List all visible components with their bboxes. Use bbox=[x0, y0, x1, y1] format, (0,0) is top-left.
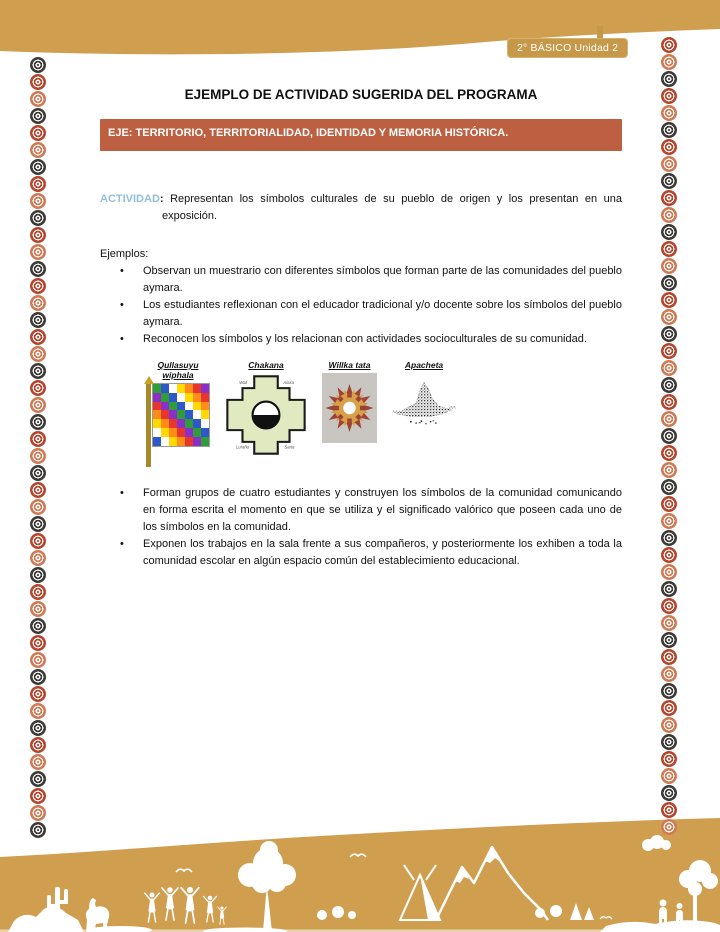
medallion-icon bbox=[30, 618, 46, 634]
aymara-symbols-strip bbox=[146, 360, 622, 467]
wiphala-cell bbox=[193, 410, 201, 419]
medallion-icon bbox=[661, 275, 677, 291]
wiphala-cell bbox=[153, 428, 161, 437]
wiphala-cell bbox=[153, 402, 161, 411]
medallion-icon bbox=[661, 37, 677, 53]
medallion-icon bbox=[661, 105, 677, 121]
chakana-figure bbox=[224, 360, 308, 457]
medallion-icon bbox=[661, 513, 677, 529]
wiphala-cell bbox=[169, 384, 177, 393]
examples-list-after bbox=[100, 485, 622, 570]
willka-tata-figure bbox=[322, 360, 377, 443]
medallion-icon bbox=[30, 499, 46, 515]
medallion-icon bbox=[661, 717, 677, 733]
medallion-icon bbox=[30, 703, 46, 719]
wiphala-cell bbox=[193, 393, 201, 402]
medallion-icon bbox=[661, 734, 677, 750]
wiphala-cell bbox=[161, 393, 169, 402]
wiphala-cell bbox=[169, 402, 177, 411]
chakana-caption: Chakana bbox=[248, 360, 284, 370]
wiphala-cell bbox=[201, 393, 209, 402]
apacheta-figure bbox=[391, 360, 457, 429]
medallion-icon bbox=[30, 125, 46, 141]
flag-pole bbox=[146, 383, 151, 467]
wiphala-cell bbox=[201, 402, 209, 411]
medallion-icon bbox=[661, 666, 677, 682]
wiphala-cell bbox=[193, 437, 201, 446]
wiphala-cell bbox=[193, 419, 201, 428]
wiphala-cell bbox=[161, 402, 169, 411]
medallion-icon bbox=[30, 244, 46, 260]
list-item: • Forman grupos de cuatro estudiantes y construyen los símbolos de la comunidad comunicando en forma escrita el momento en que se utiliza y el significado valórico que poseen cada uno de los símbolos en la comunidad. bbox=[100, 485, 622, 536]
medallion-icon bbox=[30, 737, 46, 753]
wiphala-cell bbox=[193, 402, 201, 411]
medallion-icon bbox=[30, 329, 46, 345]
medallion-icon bbox=[661, 224, 677, 240]
activity-text: Representan los símbolos culturales de su pueblo de origen y los presentan en una exposición. bbox=[162, 193, 622, 222]
medallion-icon bbox=[661, 683, 677, 699]
apacheta-caption: Apacheta bbox=[404, 360, 444, 370]
medallion-icon bbox=[30, 159, 46, 175]
wiphala-cell bbox=[185, 410, 193, 419]
medallion-icon bbox=[30, 108, 46, 124]
medallion-icon bbox=[661, 598, 677, 614]
medallion-icon bbox=[661, 377, 677, 393]
examples-heading: Ejemplos: bbox=[100, 248, 149, 260]
wiphala-cell bbox=[185, 419, 193, 428]
wiphala-cell bbox=[153, 437, 161, 446]
wiphala-flag bbox=[152, 383, 210, 447]
medallion-icon bbox=[30, 57, 46, 73]
medallion-icon bbox=[661, 71, 677, 87]
wiphala-cell bbox=[177, 402, 185, 411]
sun-symbol-icon bbox=[322, 373, 377, 443]
medallion-icon bbox=[661, 428, 677, 444]
medallion-icon bbox=[30, 516, 46, 532]
activity-label: ACTIVIDAD bbox=[100, 193, 160, 205]
medallion-icon bbox=[30, 669, 46, 685]
medallion-icon bbox=[30, 261, 46, 277]
medallion-icon bbox=[661, 88, 677, 104]
medallion-icon bbox=[30, 380, 46, 396]
chakana-corner-label: Luraña bbox=[235, 444, 250, 450]
wiphala-cell bbox=[185, 384, 193, 393]
list-item: • Los estudiantes reflexionan con el educador tradicional y/o docente sobre los símbolos del pueblo aymara. bbox=[100, 297, 622, 331]
medallion-icon bbox=[661, 394, 677, 410]
medallion-icon bbox=[30, 312, 46, 328]
medallion-icon bbox=[30, 771, 46, 787]
wiphala-cell bbox=[177, 437, 185, 446]
medallion-icon bbox=[30, 686, 46, 702]
medallion-icon bbox=[30, 176, 46, 192]
medallion-icon bbox=[661, 564, 677, 580]
medallion-icon bbox=[661, 445, 677, 461]
wiphala-cell bbox=[169, 419, 177, 428]
medallion-icon bbox=[30, 448, 46, 464]
medallion-icon bbox=[661, 700, 677, 716]
medallion-icon bbox=[661, 207, 677, 223]
wiphala-cell bbox=[153, 384, 161, 393]
medallion-icon bbox=[30, 346, 46, 362]
wiphala-cell bbox=[201, 437, 209, 446]
wiphala-cell bbox=[177, 384, 185, 393]
medallion-icon bbox=[661, 292, 677, 308]
medallion-icon bbox=[661, 649, 677, 665]
wiphala-figure bbox=[146, 360, 210, 467]
medallion-icon bbox=[661, 190, 677, 206]
medallion-icon bbox=[661, 139, 677, 155]
medallion-icon bbox=[30, 295, 46, 311]
right-border-ornament bbox=[660, 36, 677, 835]
chakana-corner-label: Alaxa bbox=[283, 379, 294, 385]
medallion-icon bbox=[661, 615, 677, 631]
wiphala-cell bbox=[177, 419, 185, 428]
medallion-icon bbox=[661, 581, 677, 597]
wiphala-cell bbox=[201, 419, 209, 428]
medallion-icon bbox=[661, 156, 677, 172]
medallion-icon bbox=[661, 819, 677, 835]
wiphala-cell bbox=[185, 393, 193, 402]
medallion-icon bbox=[661, 326, 677, 342]
page-content bbox=[100, 86, 622, 570]
medallion-icon bbox=[661, 258, 677, 274]
medallion-icon bbox=[30, 720, 46, 736]
medallion-icon bbox=[30, 278, 46, 294]
medallion-icon bbox=[30, 397, 46, 413]
wiphala-cell bbox=[201, 384, 209, 393]
medallion-icon bbox=[30, 227, 46, 243]
wiphala-cell bbox=[185, 428, 193, 437]
medallion-icon bbox=[661, 632, 677, 648]
medallion-icon bbox=[661, 547, 677, 563]
medallion-icon bbox=[661, 173, 677, 189]
wiphala-cell bbox=[177, 393, 185, 402]
wiphala-cell bbox=[177, 410, 185, 419]
wiphala-cell bbox=[201, 410, 209, 419]
medallion-icon bbox=[30, 822, 46, 838]
medallion-icon bbox=[661, 411, 677, 427]
medallion-icon bbox=[30, 142, 46, 158]
wiphala-cell bbox=[193, 428, 201, 437]
wiphala-cell bbox=[153, 410, 161, 419]
medallion-icon bbox=[661, 343, 677, 359]
wiphala-cell bbox=[153, 393, 161, 402]
wiphala-cell bbox=[153, 419, 161, 428]
medallion-icon bbox=[661, 241, 677, 257]
wiphala-cell bbox=[193, 384, 201, 393]
medallion-icon bbox=[30, 465, 46, 481]
activity-colon: : bbox=[159, 193, 171, 205]
medallion-icon bbox=[30, 601, 46, 617]
medallion-icon bbox=[30, 363, 46, 379]
wiphala-cell bbox=[161, 384, 169, 393]
stone-mound-icon bbox=[391, 373, 457, 429]
willka-tata-caption: Willka tata bbox=[328, 360, 371, 370]
medallion-icon bbox=[30, 805, 46, 821]
wiphala-cell bbox=[185, 437, 193, 446]
wiphala-cell bbox=[161, 428, 169, 437]
medallion-icon bbox=[30, 210, 46, 226]
wiphala-cell bbox=[169, 428, 177, 437]
medallion-icon bbox=[30, 74, 46, 90]
list-item: • Observan un muestrario con diferentes símbolos que forman parte de las comunidades del pueblo aymara. bbox=[100, 263, 622, 297]
medallion-icon bbox=[30, 567, 46, 583]
medallion-icon bbox=[30, 533, 46, 549]
wiphala-cell bbox=[185, 402, 193, 411]
medallion-icon bbox=[661, 496, 677, 512]
bottom-band bbox=[0, 817, 720, 932]
medallion-icon bbox=[661, 751, 677, 767]
medallion-icon bbox=[661, 768, 677, 784]
wiphala-caption: Qullasuyu wiphala bbox=[157, 360, 199, 380]
wiphala-cell bbox=[169, 393, 177, 402]
medallion-icon bbox=[30, 91, 46, 107]
wiphala-cell bbox=[169, 410, 177, 419]
medallion-icon bbox=[30, 635, 46, 651]
medallion-icon bbox=[30, 788, 46, 804]
medallion-icon bbox=[661, 530, 677, 546]
left-border-ornament bbox=[29, 56, 46, 838]
unit-badge: 2° BÁSICO Unidad 2 bbox=[507, 38, 628, 58]
medallion-icon bbox=[661, 802, 677, 818]
medallion-icon bbox=[661, 122, 677, 138]
medallion-icon bbox=[30, 584, 46, 600]
medallion-icon bbox=[30, 431, 46, 447]
wiphala-cell bbox=[161, 419, 169, 428]
medallion-icon bbox=[30, 193, 46, 209]
chakana-corner-label: Sarta bbox=[284, 444, 295, 450]
medallion-icon bbox=[30, 414, 46, 430]
wiphala-cell bbox=[161, 410, 169, 419]
chakana-corner-label: Wali bbox=[239, 379, 248, 385]
wiphala-cell bbox=[177, 428, 185, 437]
medallion-icon bbox=[30, 482, 46, 498]
medallion-icon bbox=[661, 462, 677, 478]
medallion-icon bbox=[661, 54, 677, 70]
medallion-icon bbox=[661, 479, 677, 495]
medallion-icon bbox=[30, 754, 46, 770]
page-title: EJEMPLO DE ACTIVIDAD SUGERIDA DEL PROGRAMA bbox=[184, 87, 538, 102]
chakana-cross-icon bbox=[224, 373, 308, 457]
wiphala-flag-icon bbox=[146, 383, 210, 467]
wiphala-cell bbox=[201, 428, 209, 437]
medallion-icon bbox=[661, 785, 677, 801]
eje-banner: EJE: TERRITORIO, TERRITORIALIDAD, IDENTIDAD Y MEMORIA HISTÓRICA. bbox=[100, 119, 622, 151]
medallion-icon bbox=[661, 309, 677, 325]
list-item: • Reconocen los símbolos y los relacionan con actividades socioculturales de su comunidad. bbox=[100, 331, 622, 348]
list-item: • Exponen los trabajos en la sala frente a sus compañeros, y posteriormente los exhiben a toda la comunidad escolar en algún espacio común del establecimiento educacional. bbox=[100, 536, 622, 570]
examples-list bbox=[100, 263, 622, 348]
wiphala-cell bbox=[169, 437, 177, 446]
medallion-icon bbox=[661, 360, 677, 376]
medallion-icon bbox=[30, 550, 46, 566]
wiphala-cell bbox=[161, 437, 169, 446]
medallion-icon bbox=[30, 652, 46, 668]
activity-paragraph bbox=[100, 191, 622, 225]
